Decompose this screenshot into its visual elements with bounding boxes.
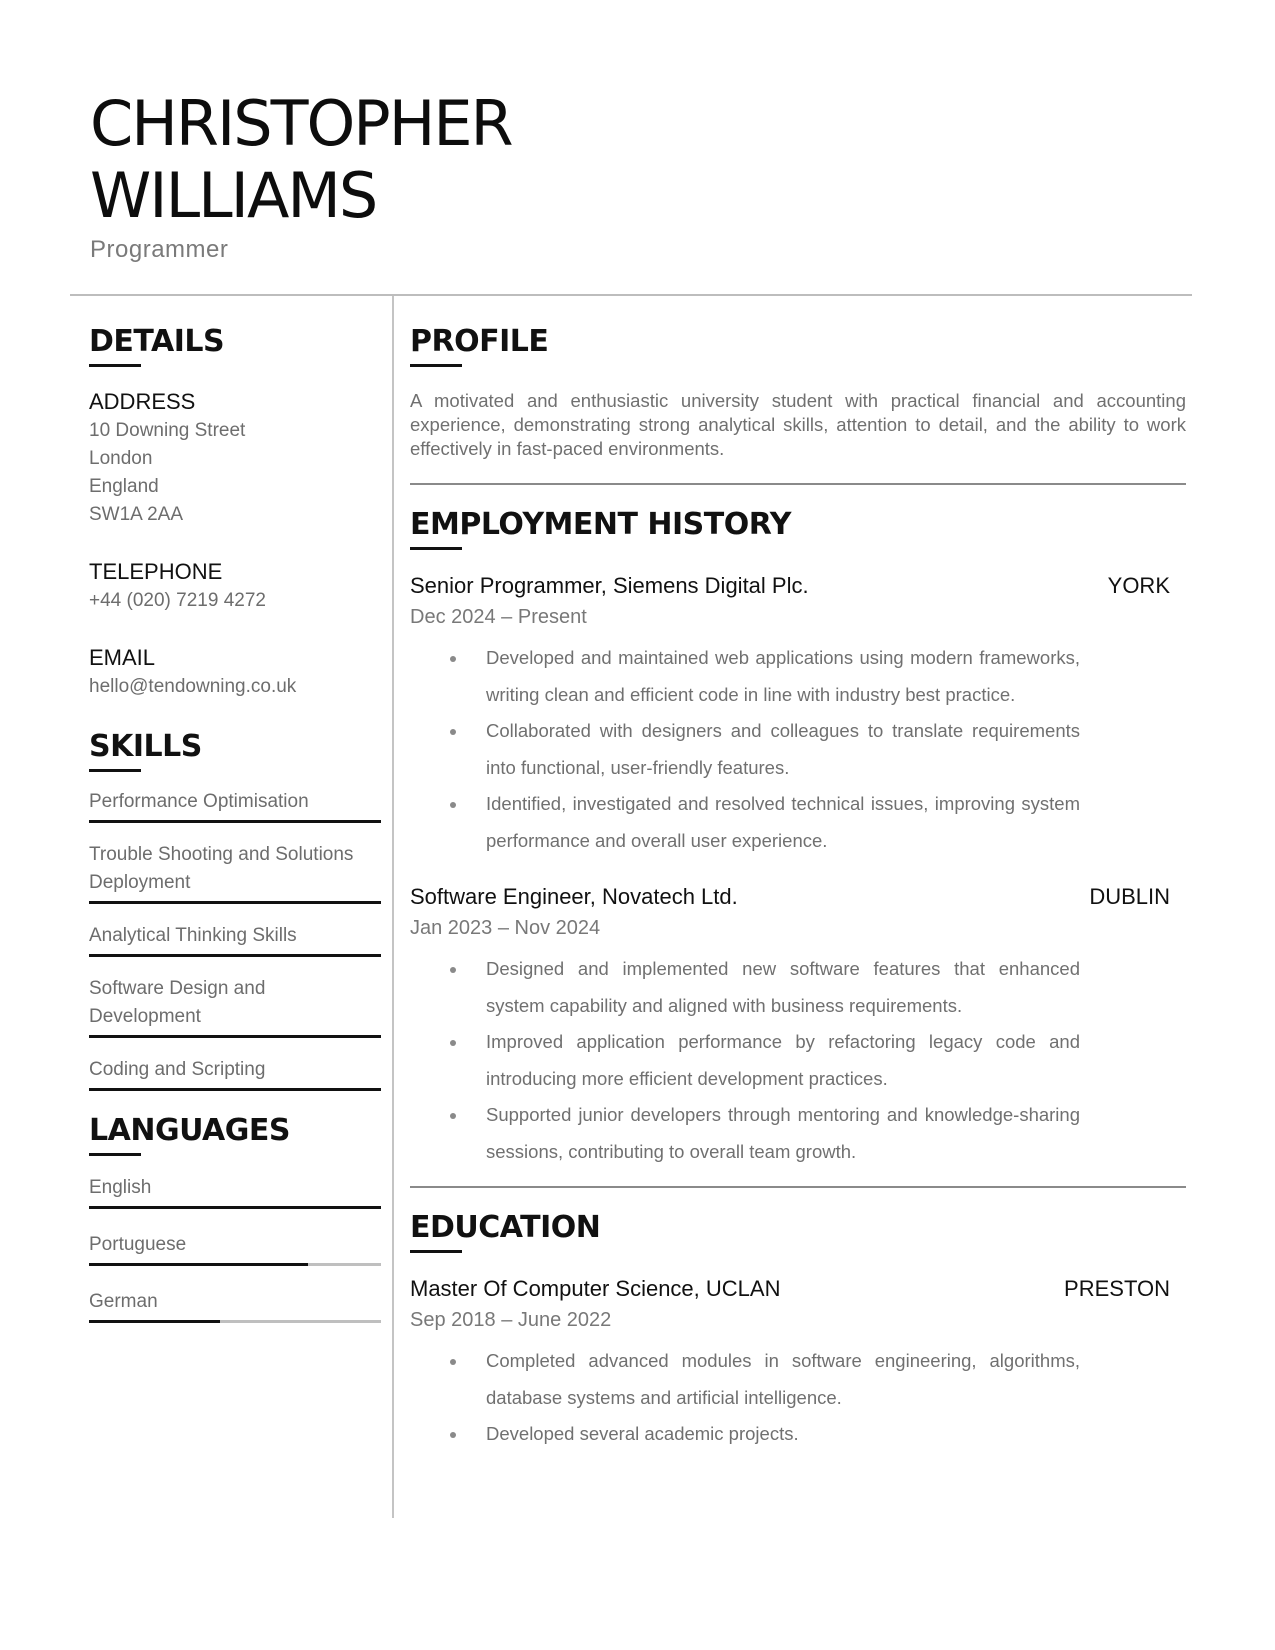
education-list [410, 1273, 1186, 1453]
bullet-item [450, 951, 1080, 1024]
skill-level-fill [89, 820, 381, 823]
bullet-text: Identified, investigated and resolved technical issues, improving system performance and overall user experience. [486, 793, 1080, 851]
skill-level-bar [89, 1035, 381, 1038]
address-line: England [89, 476, 159, 497]
job-entry-location: DUBLIN [1089, 884, 1170, 909]
profile-title-underline [410, 364, 462, 367]
job-entry-dates: Jan 2023 – Nov 2024 [410, 917, 601, 939]
bullet-item [450, 1343, 1080, 1416]
language-label: German [89, 1291, 158, 1312]
job-entry [410, 881, 1186, 1170]
bullet-text: Designed and implemented new software features that enhanced system capability and aligned with business requirements. [486, 958, 1080, 1016]
name-last: WILLIAMS [90, 159, 377, 232]
skill-level-fill [89, 901, 381, 904]
skill-label: Performance Optimisation [89, 791, 309, 812]
bullet-icon [450, 802, 456, 808]
bullet-icon [450, 1040, 456, 1046]
job-entry-header [410, 881, 1186, 913]
languages-list [89, 1174, 381, 1323]
job-entry-dates: Dec 2024 – Present [410, 606, 587, 628]
skill-item [89, 975, 381, 1038]
language-level-bar [89, 1320, 381, 1323]
language-item [89, 1231, 381, 1266]
skill-level-fill [89, 1035, 381, 1038]
address-line: SW1A 2AA [89, 504, 183, 525]
employment-section [410, 505, 1186, 1170]
skill-label: Trouble Shooting and Solutions Deployment [89, 844, 354, 893]
address-line: 10 Downing Street [89, 420, 246, 441]
education-entry-header [410, 1273, 1186, 1305]
job-entry-bullets [450, 951, 1080, 1170]
skills-title-underline [89, 769, 141, 772]
bullet-item [450, 640, 1080, 713]
job-entry-title: Software Engineer, Novatech Ltd. [410, 884, 738, 909]
skills-list [89, 788, 381, 1091]
bullet-icon [450, 729, 456, 735]
skill-level-bar [89, 820, 381, 823]
education-entry-bullets [450, 1343, 1080, 1453]
bullet-text: Collaborated with designers and colleagues to translate requirements into functional, user-friendly features. [486, 720, 1080, 778]
profile-section [410, 322, 1186, 461]
skill-item [89, 922, 381, 957]
bullet-icon [450, 1359, 456, 1365]
candidate-name [90, 88, 512, 232]
languages-title: LANGUAGES [89, 1113, 290, 1148]
address-label: ADDRESS [89, 389, 196, 414]
bullet-text: Completed advanced modules in software engineering, algorithms, database systems and artificial intelligence. [486, 1350, 1080, 1408]
skill-label: Analytical Thinking Skills [89, 925, 297, 946]
details-section [89, 322, 381, 701]
bullet-icon [450, 967, 456, 973]
skill-label: Coding and Scripting [89, 1059, 266, 1080]
bullet-item [450, 1416, 1080, 1453]
education-title-underline [410, 1250, 462, 1253]
header-divider [70, 294, 1192, 296]
skill-level-bar [89, 901, 381, 904]
job-entry-bullets [450, 640, 1080, 859]
languages-title-underline [89, 1153, 141, 1156]
telephone-value: +44 (020) 7219 4272 [89, 590, 266, 611]
bullet-item [450, 713, 1080, 786]
profile-divider [410, 483, 1186, 485]
skill-label: Software Design and Development [89, 978, 266, 1027]
email-value: hello@tendowning.co.uk [89, 676, 297, 697]
language-level-fill [89, 1320, 220, 1323]
profile-text: A motivated and enthusiastic university student with practical financial and accounting experience, demonstrating strong analytical skills, attention to detail, and the ability to work effectively in fast-paced environments. [410, 390, 1186, 459]
details-title: DETAILS [89, 324, 225, 359]
bullet-text: Developed and maintained web applications using modern frameworks, writing clean and efficient code in line with industry best practice. [486, 647, 1080, 705]
bullet-icon [450, 1432, 456, 1438]
employment-title: EMPLOYMENT HISTORY [410, 507, 791, 542]
education-entry [410, 1273, 1186, 1453]
column-divider [392, 296, 394, 1518]
education-entry-title: Master Of Computer Science, UCLAN [410, 1276, 781, 1301]
employment-title-underline [410, 547, 462, 550]
language-item [89, 1174, 381, 1209]
education-entry-dates: Sep 2018 – June 2022 [410, 1309, 612, 1331]
right-column [410, 322, 1186, 1453]
telephone-label: TELEPHONE [89, 559, 223, 584]
skill-item [89, 841, 381, 904]
bullet-text: Developed several academic projects. [486, 1423, 799, 1444]
bullet-icon [450, 656, 456, 662]
job-entry-title: Senior Programmer, Siemens Digital Plc. [410, 573, 809, 598]
job-role: Programmer [90, 236, 229, 263]
language-level-fill [89, 1206, 381, 1209]
left-column [89, 322, 381, 1323]
skill-level-bar [89, 954, 381, 957]
skills-section [89, 727, 381, 1091]
bullet-text: Improved application performance by refactoring legacy code and introducing more efficient development practices. [486, 1031, 1080, 1089]
education-entry-location: PRESTON [1064, 1276, 1170, 1301]
profile-title: PROFILE [410, 324, 549, 359]
education-title: EDUCATION [410, 1210, 601, 1245]
skills-title: SKILLS [89, 729, 202, 764]
languages-section [89, 1111, 381, 1323]
language-label: Portuguese [89, 1234, 187, 1255]
skill-level-fill [89, 1088, 381, 1091]
skill-item [89, 1056, 381, 1091]
language-level-bar [89, 1206, 381, 1209]
jobs-list [410, 570, 1186, 1170]
bullet-item [450, 1024, 1080, 1097]
job-entry-location: YORK [1107, 573, 1170, 598]
bullet-item [450, 786, 1080, 859]
name-first: CHRISTOPHER [90, 87, 512, 160]
job-entry-header [410, 570, 1186, 602]
address-line: London [89, 448, 153, 469]
bullet-text: Supported junior developers through mentoring and knowledge-sharing sessions, contributing to overall team growth. [486, 1104, 1080, 1162]
education-section [410, 1208, 1186, 1453]
job-entry [410, 570, 1186, 859]
employment-divider [410, 1186, 1186, 1188]
language-label: English [89, 1177, 152, 1198]
details-title-underline [89, 364, 141, 367]
address-block [89, 417, 381, 529]
language-level-bar [89, 1263, 381, 1266]
skill-level-fill [89, 954, 381, 957]
bullet-icon [450, 1113, 456, 1119]
language-level-fill [89, 1263, 308, 1266]
skill-level-bar [89, 1088, 381, 1091]
email-label: EMAIL [89, 645, 156, 670]
language-item [89, 1288, 381, 1323]
bullet-item [450, 1097, 1080, 1170]
skill-item [89, 788, 381, 823]
